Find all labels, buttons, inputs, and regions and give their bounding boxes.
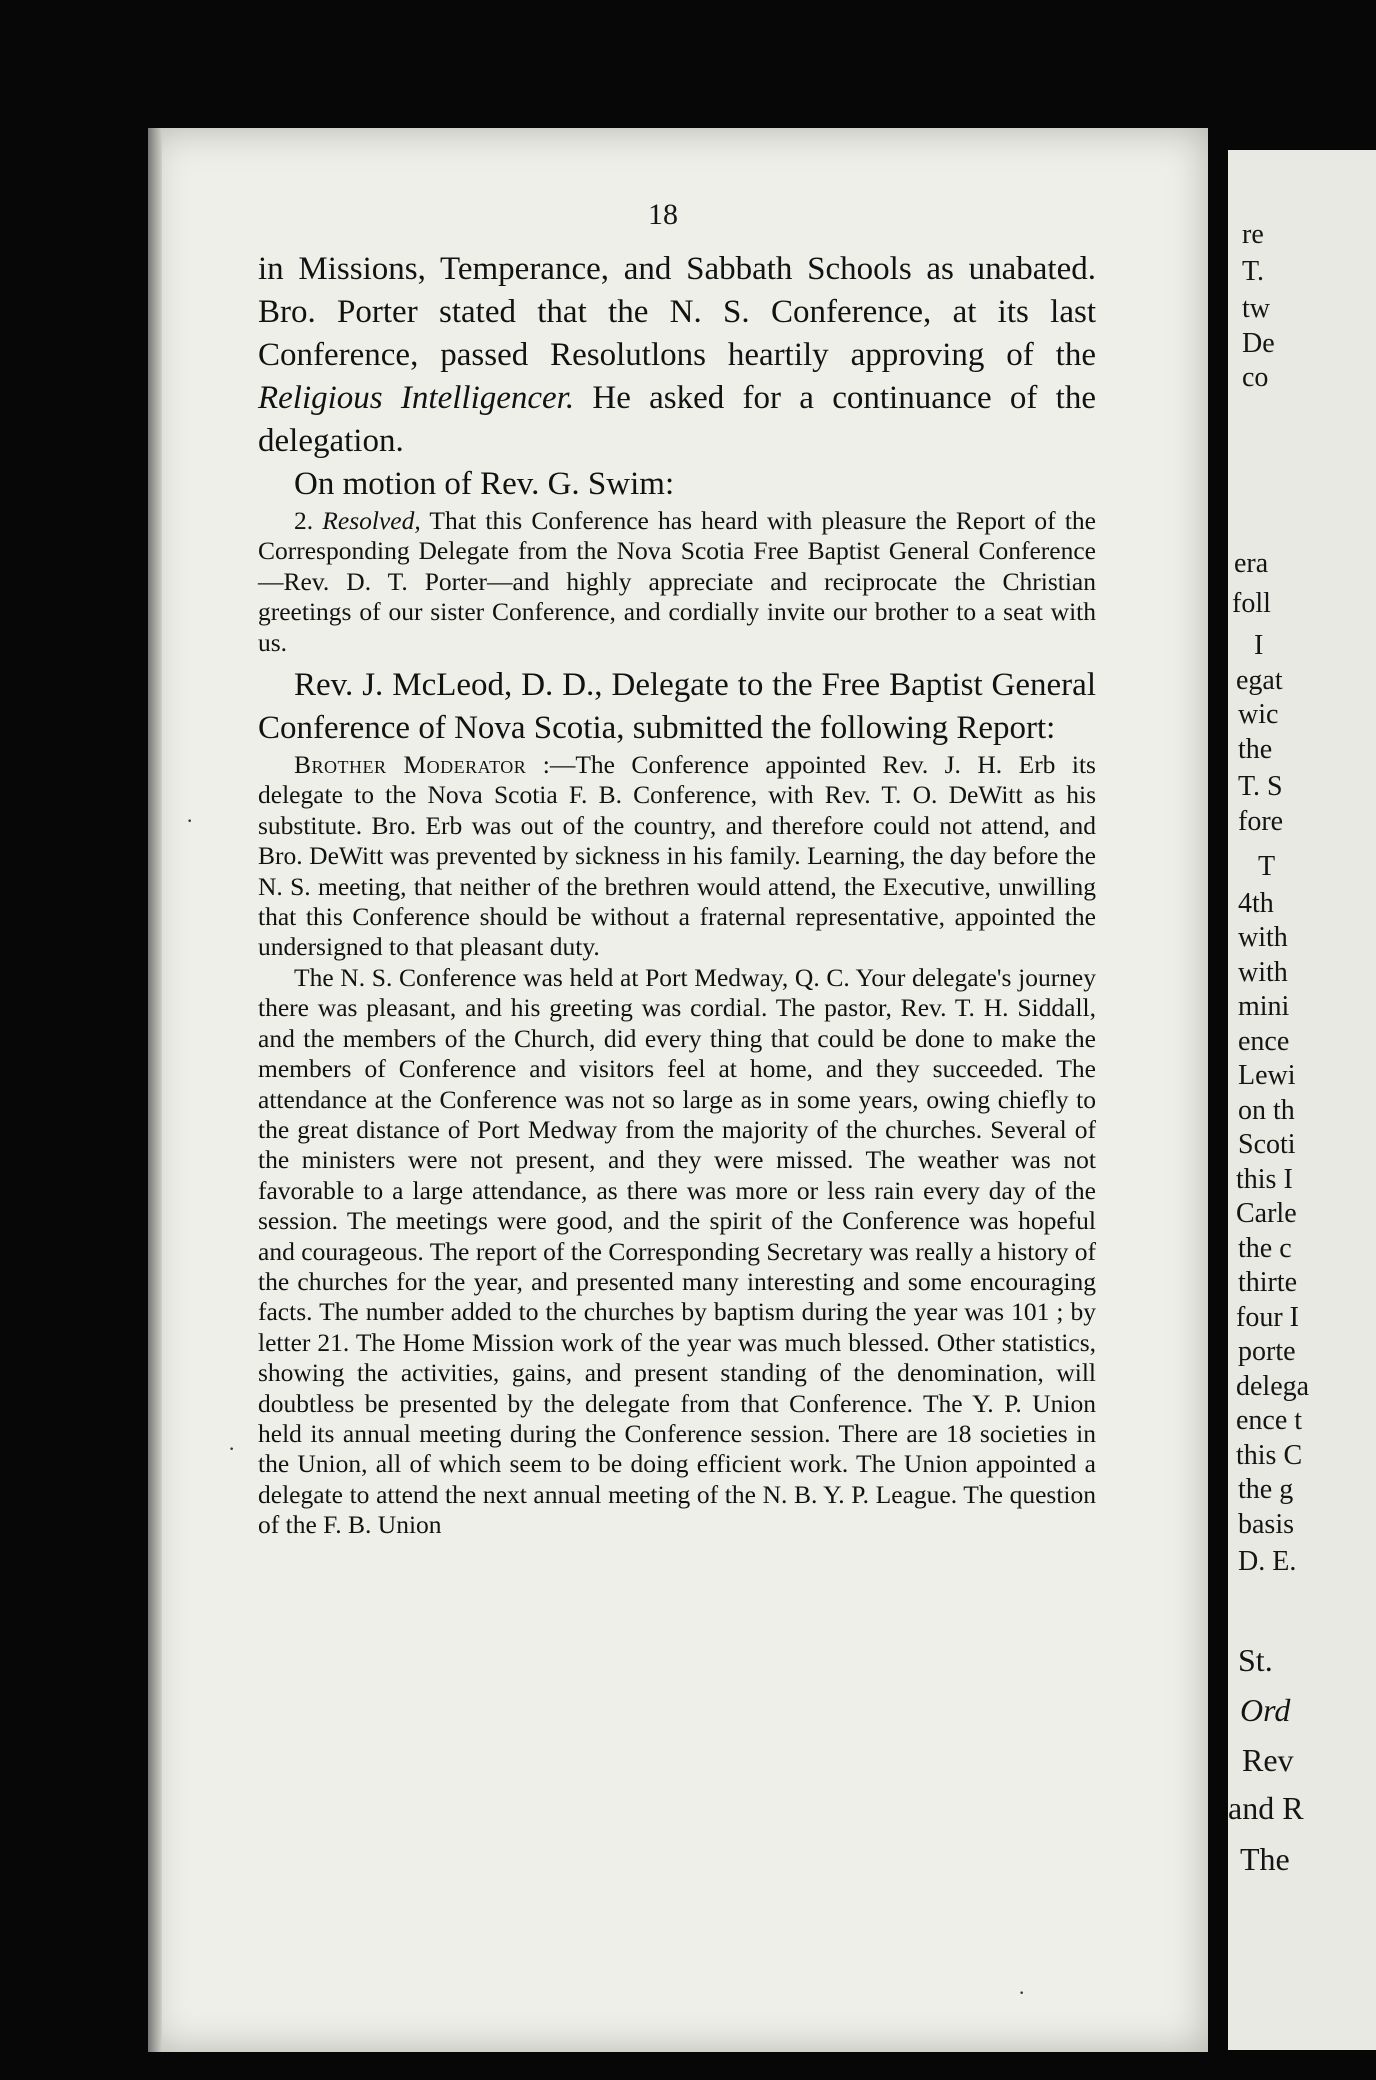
right-page-line: co — [1242, 362, 1269, 394]
text-run: Brother Moderator — [294, 750, 527, 780]
right-page-line: porte — [1238, 1336, 1296, 1368]
right-page-line: this I — [1236, 1163, 1293, 1195]
text-run: The N. S. Conference was held at Port Medway, Q. C. Your delegate's journey there was pleasant, and his greeting was cordial. The pastor, Rev. T. H. Siddall, and the members of the Church, did every thing that could be done to make the members of Conference and visitors feel at home, and they succeeded. The attendance at the Conference was not so large as in some years, owing chiefly to the great distance of Port Medway from the majority of the churches. Several of the ministers were not present, and they were missed. The weather was not favorable to a large attendance, as there was more or less rain every day of the session. The meetings were good, and the spirit of the Conference was hopeful and courageous. The report of the Corresponding Secretary was really a history of the churches for the year, and presented many interesting and some encouraging facts. The number added to the churches by baptism during the year was 101 ; by letter 21. The Home Mission work of the year was much blessed. Other statistics, showing the activities, gains, and present standing of the denomination, will doubtless be presented by the delegate from that Conference. The Y. P. Union held its annual meeting during the Conference session. There are 18 societies in the Union, all of which seem to be doing efficient work. The Union appointed a delegate to attend the next annual meeting of the N. B. Y. P. League. The question of the F. B. Union — [258, 962, 1096, 1540]
right-page-line: Ord — [1240, 1691, 1291, 1728]
right-page-line: 4th — [1238, 887, 1274, 919]
right-page-line: ence — [1238, 1025, 1290, 1057]
paragraph — [258, 463, 1096, 506]
right-page-line: on th — [1238, 1094, 1295, 1126]
right-page-fragment — [1228, 150, 1376, 2050]
text-run: in Missions, Temperance, and Sabbath Schools as unabated. Bro. Porter stated that the N. S. Conference, at its last Conference, passed Resolutlons heartily approving of the — [258, 251, 1096, 373]
text-run: :—The Conference appointed Rev. J. H. Erb its delegate to the Nova Scotia F. B. Conference, with Rev. T. O. DeWitt as his substitute. Bro. Erb was out of the country, and therefore could not attend, and Bro. DeWitt was prevented by sickness in his family. Learning, the day before the N. S. meeting, that neither of the brethren would attend, the Executive, unwilling that this Conference should be without a fraternal representative, appointed the undersigned to that pleasant duty. — [258, 750, 1096, 962]
text-run: Rev. J. McLeod, D. D., Delegate to the Free Baptist General Conference of Nova Scotia, submitted the following Report: — [258, 667, 1096, 747]
right-page-line: basis — [1238, 1508, 1294, 1540]
right-page-line: Rev — [1242, 1742, 1294, 1779]
right-page-line: the c — [1238, 1232, 1292, 1264]
right-page-line: mini — [1238, 991, 1290, 1023]
page-number: 18 — [648, 198, 678, 231]
right-page-line: thirte — [1238, 1267, 1298, 1299]
right-page-line: four I — [1236, 1301, 1299, 1333]
right-page-line: D. E. — [1238, 1546, 1297, 1577]
text-run: He asked for a continuance of the delegation. — [258, 380, 1096, 459]
right-page-line: wic — [1238, 699, 1279, 731]
right-page-line: I — [1254, 630, 1264, 662]
right-page-line: this C — [1236, 1439, 1303, 1471]
right-page-line: Carle — [1236, 1198, 1297, 1230]
text-run: On motion of Rev. G. Swim: — [294, 466, 675, 502]
paragraph — [258, 664, 1096, 750]
right-page-line: St. — [1238, 1641, 1273, 1678]
right-page-line: Lewi — [1238, 1060, 1296, 1092]
right-page-line: the — [1238, 733, 1273, 765]
right-page-line: re — [1242, 219, 1264, 250]
right-page-line: egat — [1236, 664, 1283, 696]
right-page-line: delega — [1236, 1370, 1310, 1402]
right-page-line: tw — [1242, 293, 1270, 325]
right-page-line: ence t — [1236, 1405, 1303, 1437]
right-page-line: The — [1240, 1840, 1290, 1877]
right-page-line: De — [1242, 327, 1275, 359]
right-page-line: with — [1238, 956, 1288, 988]
right-page-line: Scoti — [1238, 1129, 1296, 1161]
text-run: That this Conference has heard with pleasure the Report of the Corresponding Delegate from the Nova Scotia Free Baptist General Conference—Rev. D. T. Porter—and highly appreciate and reciprocate the Christian greetings of our sister Conference, and cordially invite our brother to a seat with us. — [258, 506, 1096, 657]
text-run: 2. — [294, 506, 323, 535]
page-gutter-edge — [148, 128, 162, 2052]
right-page-line: T — [1258, 850, 1276, 882]
right-page-line: the g — [1238, 1474, 1294, 1506]
scan-speck: · — [186, 808, 194, 833]
paragraph — [258, 506, 1096, 658]
right-page-line: with — [1238, 922, 1288, 954]
right-page-line: era — [1234, 548, 1269, 580]
text-run: Resolved, — [322, 506, 421, 535]
scan-speck: · — [1018, 1980, 1026, 2005]
paragraph — [258, 248, 1096, 463]
right-page-line: foll — [1232, 587, 1271, 619]
page-text — [258, 248, 1096, 1541]
right-page-line: fore — [1238, 805, 1284, 837]
paragraph — [258, 963, 1096, 1541]
text-run: Religious Intelligencer. — [258, 380, 575, 416]
right-page-line: and R — [1228, 1790, 1304, 1827]
right-page-line: T. — [1242, 256, 1265, 288]
paragraph — [258, 750, 1096, 963]
scan-speck: · — [228, 1436, 236, 1461]
right-page-line: T. S — [1238, 771, 1283, 803]
